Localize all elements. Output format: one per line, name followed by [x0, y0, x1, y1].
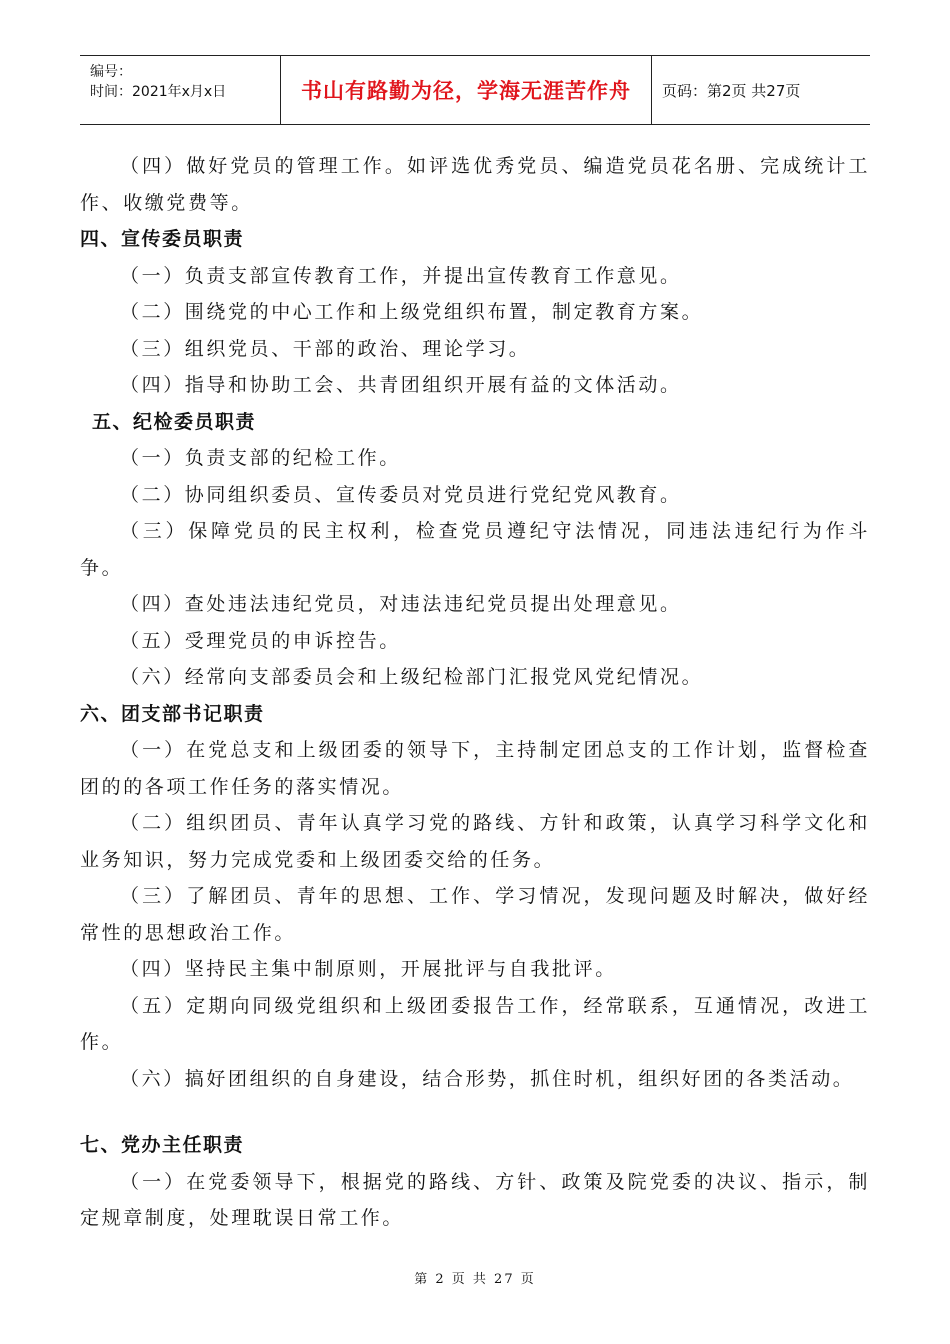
document-body: [80, 148, 870, 1237]
body-paragraph: （一）负责支部宣传教育工作，并提出宣传教育工作意见。: [120, 264, 682, 287]
header-page-info: 页码：第2页 共27页: [662, 81, 801, 100]
section-heading: 六、团支部书记职责: [80, 702, 265, 725]
date-label: 时间：2021年x月x日: [90, 84, 227, 100]
body-paragraph: （三）了解团员、青年的思想、工作、学习情况，发现问题及时解决，做好经常性的思想政治工作。: [80, 885, 870, 944]
body-paragraph: （四）坚持民主集中制原则，开展批评与自我批评。: [120, 958, 617, 980]
body-paragraph: （四）做好党员的管理工作。如评选优秀党员、编造党员花名册、完成统计工作、收缴党费等。: [80, 155, 870, 214]
body-paragraph: （四）查处违法违纪党员，对违法违纪党员提出处理意见。: [120, 593, 682, 615]
body-paragraph: （六）搞好团组织的自身建设，结合形势，抓住时机，组织好团的各类活动。: [120, 1067, 855, 1090]
body-paragraph: （三）组织党员、干部的政治、理论学习。: [120, 337, 531, 360]
body-paragraph: （二）协同组织委员、宣传委员对党员进行党纪党风教育。: [120, 483, 682, 506]
section-heading: 七、党办主任职责: [80, 1134, 245, 1156]
body-paragraph: （五）定期向同级党组织和上级团委报告工作，经常联系，互通情况，改进工作。: [80, 994, 870, 1053]
section-heading: 五、纪检委员职责: [92, 410, 257, 433]
body-paragraph: （一）负责支部的纪检工作。: [120, 447, 401, 469]
body-paragraph: （一）在党委领导下，根据党的路线、方针、政策及院党委的决议、指示，制定规章制度，处理耽误日常工作。: [80, 1170, 870, 1229]
section-heading: 四、宣传委员职责: [80, 228, 245, 250]
body-paragraph: （五）受理党员的申诉控告。: [120, 629, 401, 652]
number-label: 编号：: [90, 64, 132, 80]
body-paragraph: （六）经常向支部委员会和上级纪检部门汇报党风党纪情况。: [120, 666, 704, 688]
page-footer: 第 2 页 共 27 页: [414, 1272, 536, 1287]
header-meta: [80, 56, 280, 124]
body-paragraph: （二）组织团员、青年认真学习党的路线、方针和政策，认真学习科学文化和业务知识，努力完成党委和上级团委交给的任务。: [80, 812, 870, 871]
body-paragraph: （二）围绕党的中心工作和上级党组织布置，制定教育方案。: [120, 301, 704, 323]
body-paragraph: （一）在党总支和上级团委的领导下，主持制定团总支的工作计划，监督检查团的的各项工作任务的落实情况。: [80, 739, 870, 798]
header-motto: 书山有路勤为径，学海无涯苦作舟: [280, 56, 652, 124]
body-paragraph: （四）指导和协助工会、共青团组织开展有益的文体活动。: [120, 374, 682, 396]
section-gap: [80, 1097, 870, 1127]
body-paragraph: （三）保障党员的民主权利，检查党员遵纪守法情况，同违法违纪行为作斗争。: [80, 520, 870, 579]
document-header: [80, 55, 870, 125]
